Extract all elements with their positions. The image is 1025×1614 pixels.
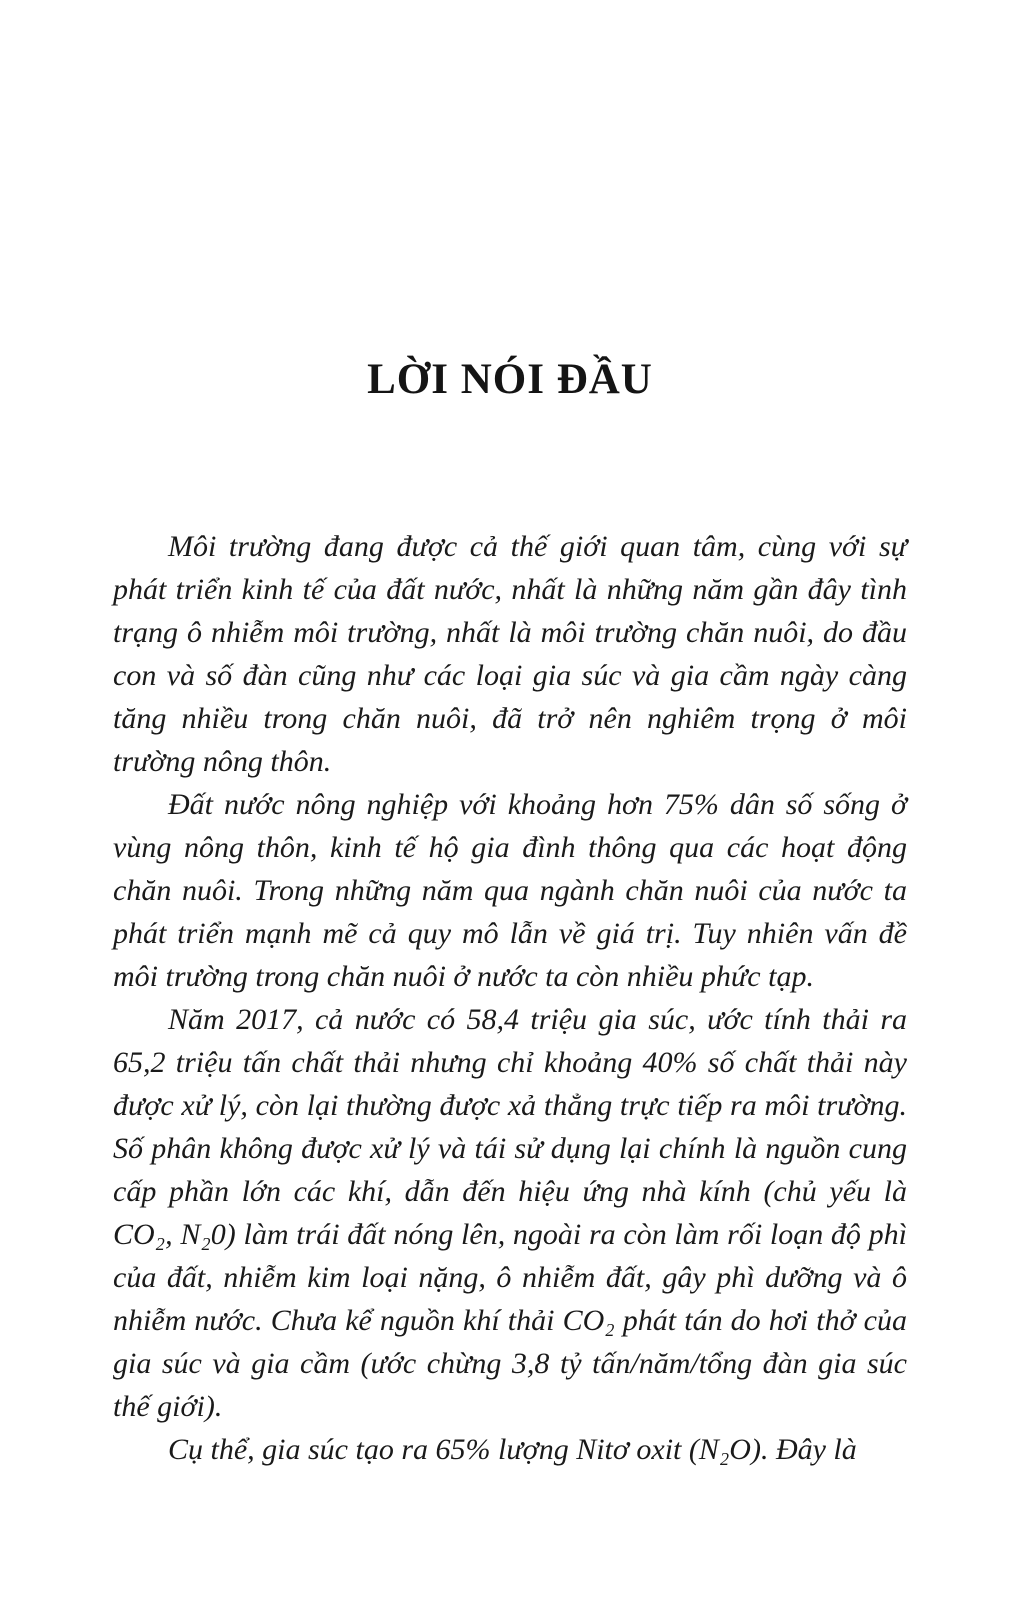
paragraph-2: Đất nước nông nghiệp với khoảng hơn 75% dân số sống ở vùng nông thôn, kinh tế hộ gia đình thông qua các hoạt động chăn nuôi. Trong những năm qua ngành chăn nuôi của nước ta phát triển mạnh mẽ cả quy mô lẫn về giá trị. Tuy nhiên vấn đề môi trường trong chăn nuôi ở nước ta còn nhiều phức tạp. (113, 788, 907, 994)
page-title: LỜI NÓI ĐẦU (367, 356, 653, 403)
page-content (113, 0, 907, 1471)
body-text (113, 525, 907, 1471)
paragraph-1: Môi trường đang được cả thế giới quan tâm, cùng với sự phát triển kinh tế của đất nước, nhất là những năm gần đây tình trạng ô nhiễm môi trường, nhất là môi trường chăn nuôi, do đầu con và số đàn cũng như các loại gia súc và gia cầm ngày càng tăng nhiều trong chăn nuôi, đã trở nên nghiêm trọng ở môi trường nông thôn. (113, 530, 907, 779)
paragraph-3: Năm 2017, cả nước có 58,4 triệu gia súc, ước tính thải ra 65,2 triệu tấn chất thải nhưng chỉ khoảng 40% số chất thải này được xử lý, còn lại thường được xả thẳng trực tiếp ra môi trường. Số phân không được xử lý và tái sử dụng lại chính là nguồn cung cấp phần lớn các khí, dẫn đến hiệu ứng nhà kính (chủ yếu là CO₂, N₂0) làm trái đất nóng lên, ngoài ra còn làm rối loạn độ phì của đất, nhiễm kim loại nặng, ô nhiễm đất, gây phì dưỡng và ô nhiễm nước. Chưa kể nguồn khí thải CO₂ phát tán do hơi thở của gia súc và gia cầm (ước chừng 3,8 tỷ tấn/năm/tổng đàn gia súc thế giới). (113, 1003, 907, 1424)
paragraph-4: Cụ thể, gia súc tạo ra 65% lượng Nitơ oxit (N₂O). Đây là (168, 1433, 857, 1467)
